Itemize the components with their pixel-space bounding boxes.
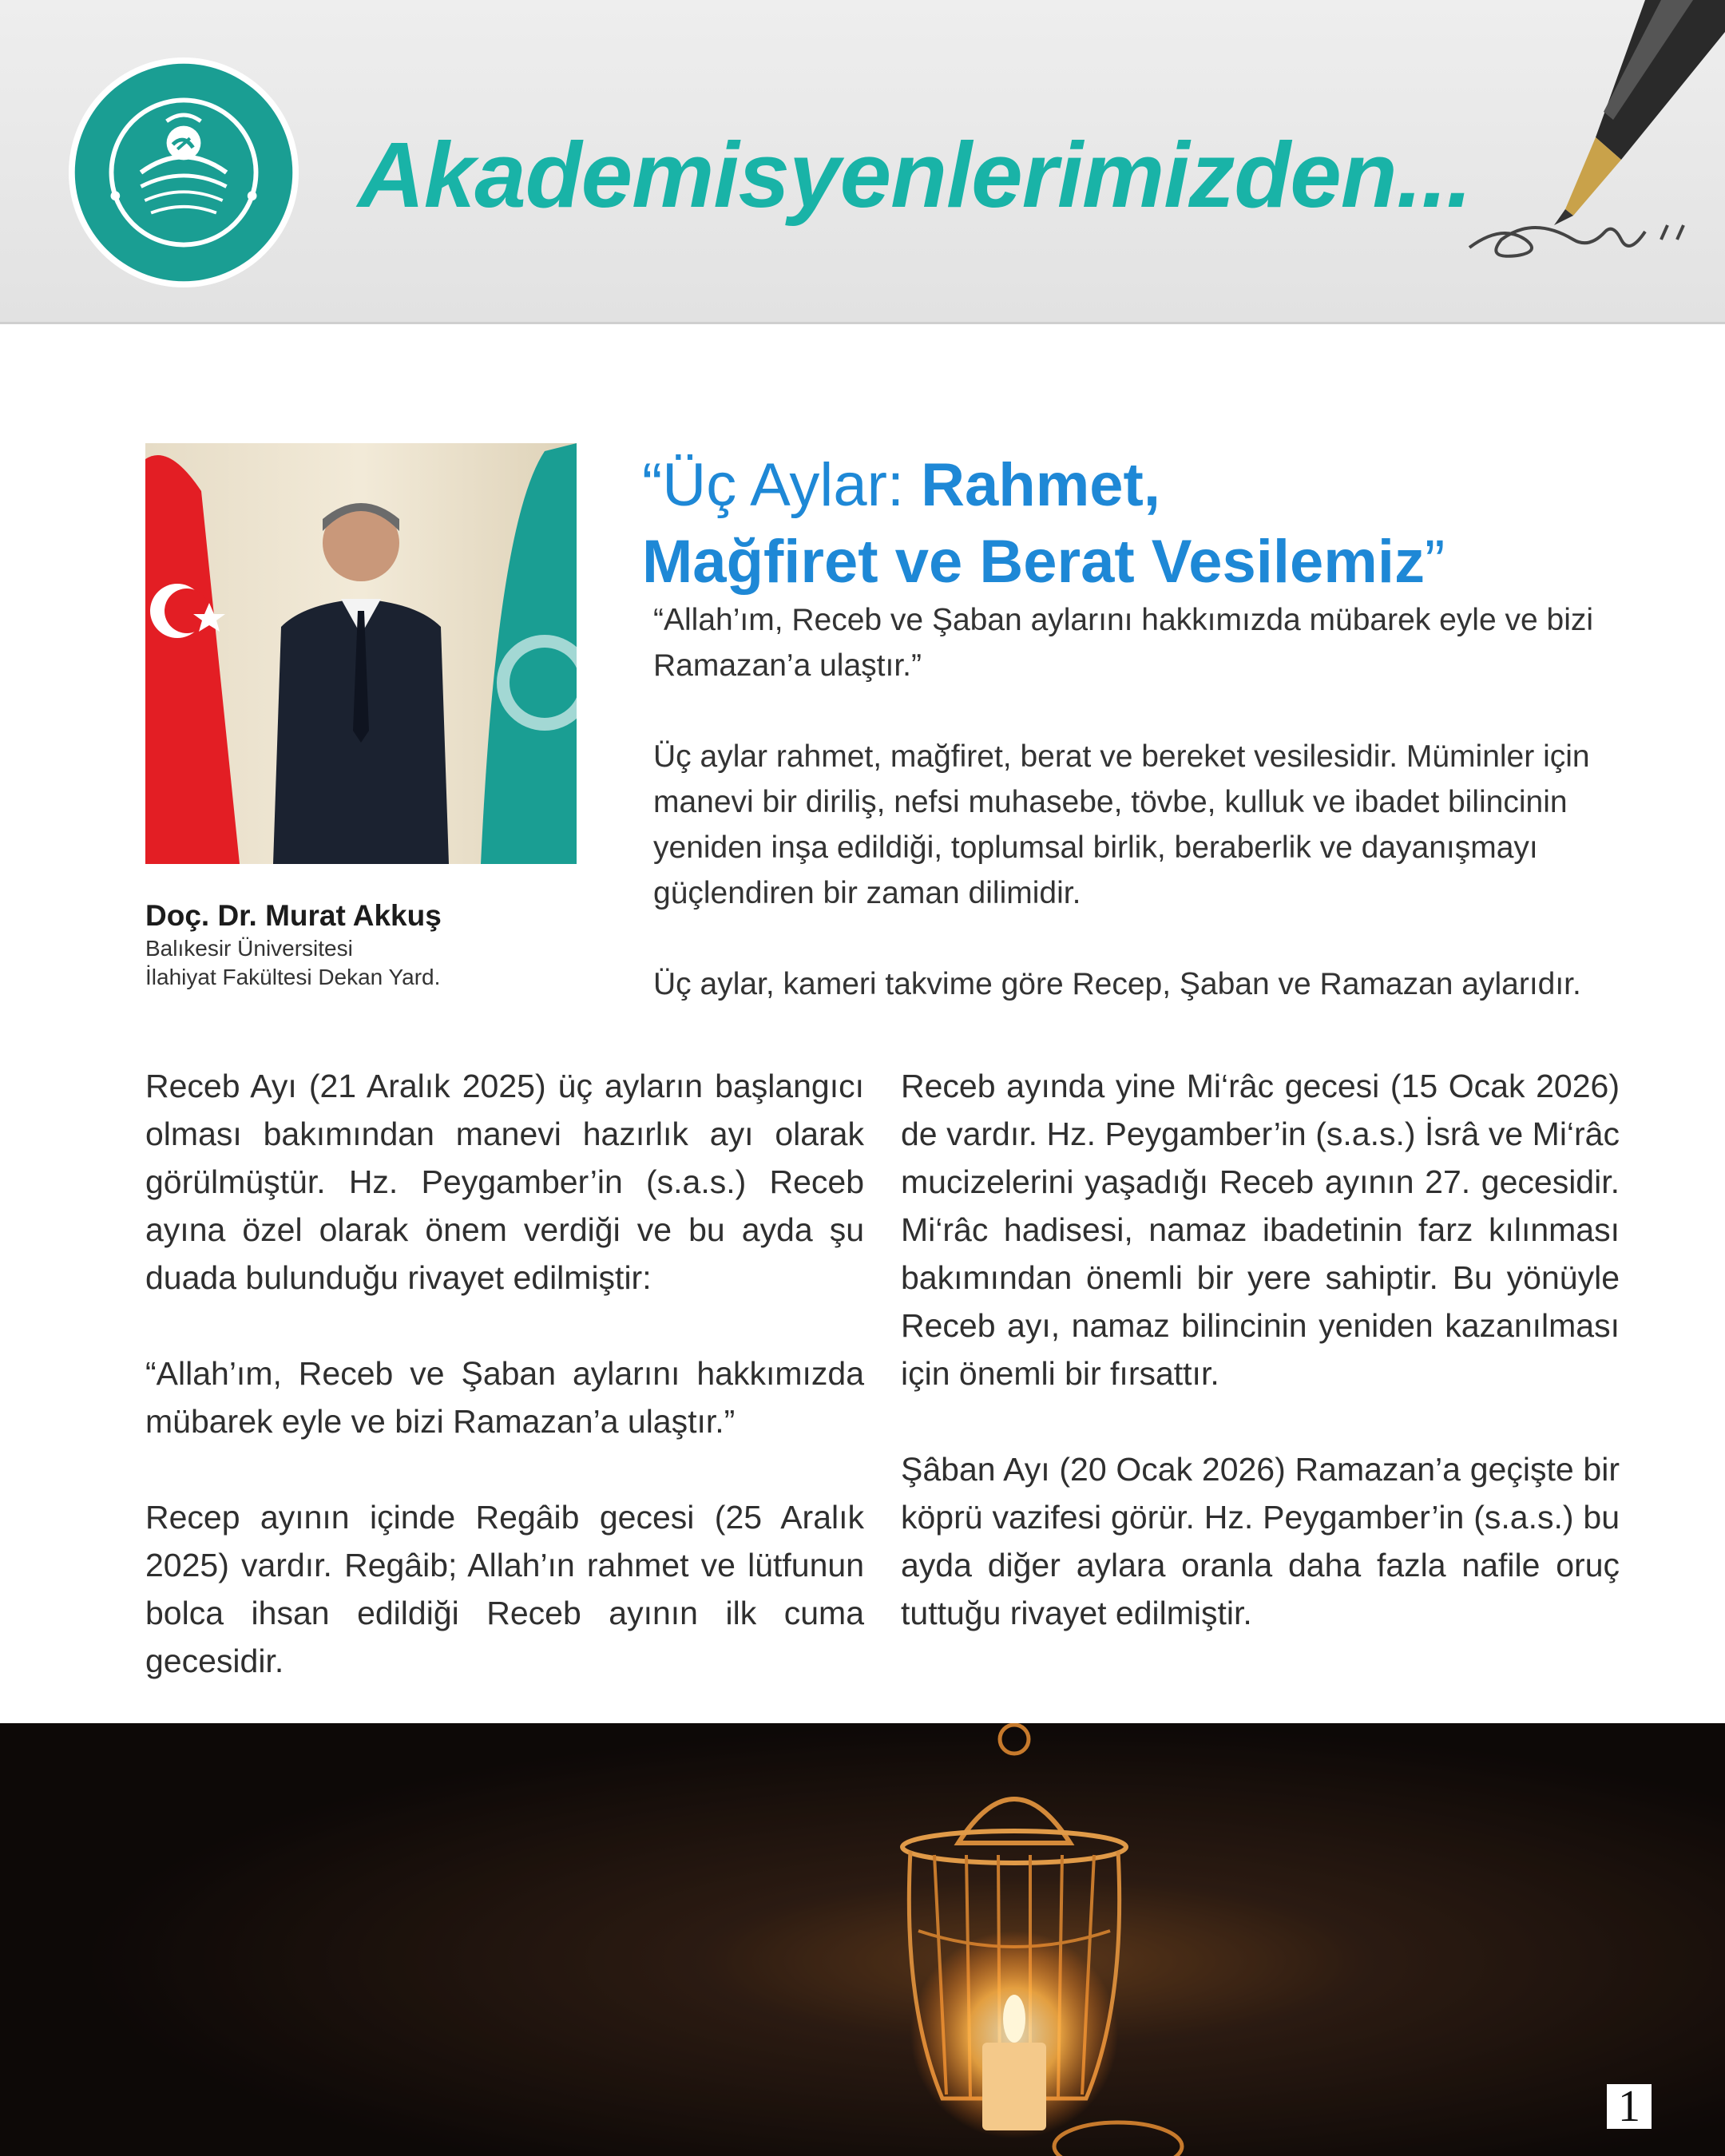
article-intro: [653, 597, 1637, 1052]
body-paragraph: Recep ayının içinde Regâib gecesi (25 Aralık 2025) vardır. Regâib; Allah’ın rahmet ve lütfunun bolca ihsan edildiği Receb ayının ilk cuma gecesidir.: [145, 1499, 864, 1679]
body-paragraph: Receb Ayı (21 Aralık 2025) üç ayların başlangıcı olması bakımından manevi hazırlık ayı olarak görülmüştür. Hz. Peygamber’in (s.a.s.) Receb ayına özel olarak önem verdiği ve bu ayda şu duada bulunduğu rivayet edilmiştir:: [145, 1068, 864, 1296]
right-column: [901, 1062, 1620, 1685]
article-title: [642, 447, 1648, 600]
fountain-pen-icon: [1453, 0, 1725, 322]
intro-paragraph: “Allah’ım, Receb ve Şaban aylarını hakkımızda mübarek eyle ve bizi Ramazan’a ulaştır.”: [653, 603, 1594, 683]
page-number: 1: [1607, 2084, 1652, 2129]
author-photo: [145, 443, 577, 864]
body-paragraph: Receb ayında yine Mi‘râc gecesi (15 Ocak 2026) de vardır. Hz. Peygamber’in (s.a.s.) İsrâ ve Mi‘râc mucizelerini yaşadığı Receb ayının 27. gecesidir. Mi‘râc hadisesi, namaz ibadetinin farz kılınması bakımından önemli bir yere sahiptir. Bu yönüyle Receb ayı, namaz bilincinin yeniden kazanılması için önemli bir fırsattır.: [901, 1068, 1620, 1392]
masthead-title: Akademisyenlerimizden...: [358, 123, 1472, 227]
body-paragraph: Şâban Ayı (20 Ocak 2026) Ramazan’a geçişte bir köprü vazifesi görür. Hz. Peygamber’in (s.a.s.) bu ayda diğer aylara oranla daha fazla nafile oruç tuttuğu rivayet edilmiştir.: [901, 1451, 1620, 1631]
left-column: [145, 1062, 864, 1733]
lantern-candle-photo: [0, 1723, 1725, 2156]
author-affiliation: Balıkesir Üniversitesi: [145, 936, 353, 961]
author-name: Doç. Dr. Murat Akkuş: [145, 899, 442, 932]
intro-paragraph: Üç aylar, kameri takvime göre Recep, Şaban ve Ramazan aylarıdır.: [653, 967, 1581, 1001]
university-seal-icon: [67, 56, 300, 289]
body-paragraph: “Allah’ım, Receb ve Şaban aylarını hakkımızda mübarek eyle ve bizi Ramazan’a ulaştır.”: [145, 1355, 864, 1440]
intro-paragraph: Üç aylar rahmet, mağfiret, berat ve bereket vesilesidir. Müminler için manevi bir diriliş, nefsi muhasebe, tövbe, kulluk ve ibadet bilincinin yeniden inşa edildiği, toplumsal birlik, beraberlik ve dayanışmayı güçlendiren bir zaman dilimidir.: [653, 739, 1590, 910]
title-open-quote: “Üç Aylar:: [642, 451, 922, 519]
title-bold-2: Mağfiret ve Berat Vesilemiz: [642, 528, 1425, 596]
title-close-quote: ”: [1424, 528, 1445, 596]
title-bold-1: Rahmet,: [921, 451, 1160, 519]
header-banner: [0, 0, 1725, 324]
author-position: İlahiyat Fakültesi Dekan Yard.: [145, 965, 441, 989]
